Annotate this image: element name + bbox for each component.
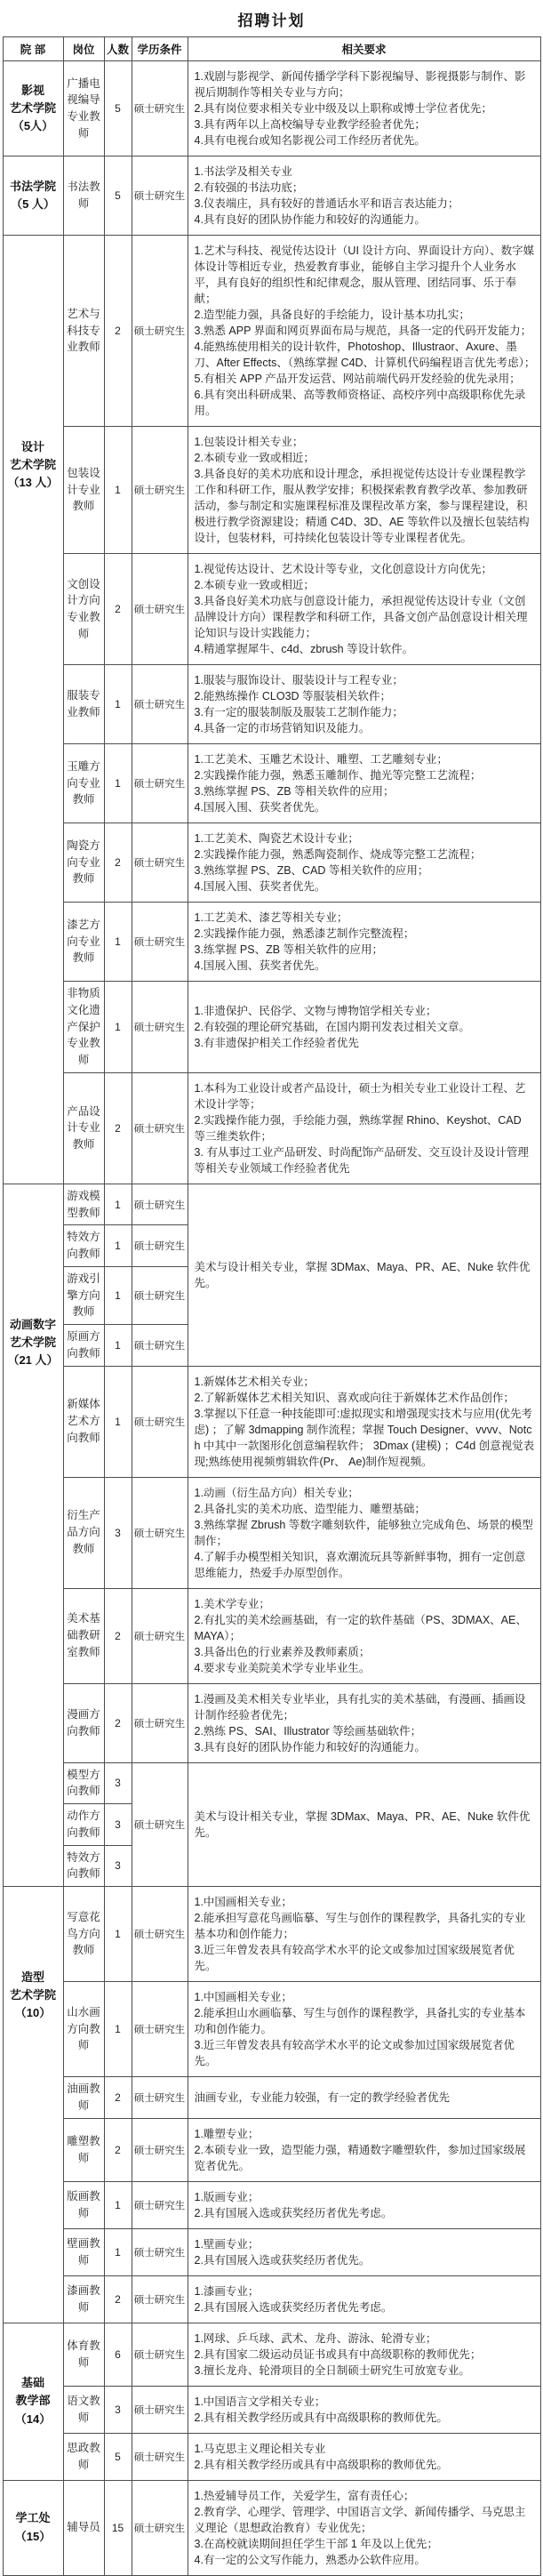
- requirement-item: 1.戏剧与影视学、新闻传播学学科下影视编导、影视摄影与制作、影视后期制作等相关专业与方向；: [194, 70, 526, 99]
- requirements-cell: [188, 1184, 540, 1366]
- count-cell: 2: [104, 2077, 132, 2119]
- department-name-line: 艺术学院: [9, 100, 56, 115]
- degree-cell: 硕士研究生: [132, 2386, 188, 2433]
- degree-cell: 硕士研究生: [132, 982, 188, 1073]
- department-name-line: 艺术学院: [9, 458, 56, 472]
- table-body: [3, 61, 540, 2576]
- position-cell: 动作方向教师: [63, 1804, 104, 1846]
- requirement-item: 1.雕塑专业；: [194, 2127, 260, 2140]
- count-cell: 1: [104, 744, 132, 823]
- requirement-item: 1.新媒体艺术相关专业；: [194, 1375, 315, 1388]
- department-cell: [3, 1887, 63, 2323]
- position-cell: 模型方向教师: [63, 1762, 104, 1804]
- count-cell: 3: [104, 1477, 132, 1588]
- table-row: [3, 903, 540, 982]
- requirement-item: 2.有较强的理论研究基础，在国内期刊发表过相关文章。: [194, 1020, 470, 1033]
- position-cell: 陶瓷方向专业教师: [63, 823, 104, 903]
- position-cell: 非物质文化遗产保护专业教师: [63, 982, 104, 1073]
- requirement-item: 5.有相关 APP 产品开发运营、网站前端代码开发经验的优先录用；: [194, 373, 521, 385]
- requirement-item: 4.有一定的公文写作能力，熟悉办公软件应用。: [194, 2553, 426, 2566]
- requirement-item: 3.近三年曾发表具有较高学术水平的论文或参加过国家级展览者优先。: [194, 2039, 515, 2067]
- requirement-item: 3.熟练掌握 PS、ZB 等相关软件的应用；: [194, 785, 395, 798]
- position-cell: 衍生产品方向教师: [63, 1477, 104, 1588]
- count-cell: 1: [104, 2181, 132, 2228]
- requirement-item: 1.网球、乒乓球、武术、龙舟、游泳、轮滑专业；: [194, 2331, 437, 2345]
- department-cell: [3, 2323, 63, 2480]
- requirements-cell: [188, 2386, 540, 2433]
- requirement-item: 2.实践操作能力强，熟悉漆艺制作完整流程；: [194, 927, 415, 940]
- requirement-item: 3.掌握以下任意一种技能即可:虚拟现实和增强现实技术与应用(优先考虑) ；了解 3dmapping 制作流程；掌握 Touch Designer、vvvv、Notch 中其中一款图形化创意编程软件； 3Dmax (建模) ；C4d 创意视觉表现;熟练使用视频剪辑软件(Pr、 Ae)制作短视频。: [194, 1407, 535, 1468]
- count-cell: 1: [104, 903, 132, 982]
- requirements-cell: [188, 2323, 540, 2386]
- requirements-cell: [188, 982, 540, 1073]
- degree-cell: 硕士研究生: [132, 61, 188, 156]
- count-cell: 3: [104, 1845, 132, 1887]
- column-header: 院 部: [3, 37, 63, 61]
- degree-cell: 硕士研究生: [132, 1762, 188, 1887]
- count-cell: 2: [104, 1683, 132, 1762]
- requirements-cell: [188, 1762, 540, 1887]
- requirement-item: 2.具有国展入选或获奖经历者优先。: [194, 2253, 371, 2267]
- position-cell: 游戏引擎方向教师: [63, 1266, 104, 1324]
- table-row: [3, 2275, 540, 2323]
- table-row: [3, 1184, 540, 1225]
- requirement-item: 2.能承担写意花鸟画临摹、写生与创作的课程教学，具备扎实的专业基本功和创作能力；: [194, 1912, 526, 1940]
- count-cell: 5: [104, 2433, 132, 2480]
- table-row: [3, 1982, 540, 2077]
- requirement-item: 2.具有国展入选或获奖经历者优先考虑。: [194, 2206, 393, 2219]
- degree-cell: 硕士研究生: [132, 554, 188, 665]
- requirement-item: 4.了解手办模型相关知识，喜欢潮流玩具等新鲜事物，拥有一定创意思维能力，热爱手办原型创作。: [194, 1550, 526, 1579]
- table-row: [3, 554, 540, 665]
- position-cell: 漫画方向教师: [63, 1683, 104, 1762]
- requirement-item: 1.工艺美术、陶瓷艺术设计专业；: [194, 832, 359, 845]
- count-cell: 1: [104, 1982, 132, 2077]
- department-name-line: 艺术学院: [9, 1988, 56, 2002]
- degree-cell: 硕士研究生: [132, 823, 188, 903]
- requirement-item: 1.美术学专业；: [194, 1597, 270, 1610]
- requirement-item: 2.本硕专业一致，造型能力强，精通数字雕塑软件，参加过国家级展览者优先。: [194, 2143, 526, 2172]
- department-name-line: （5人）: [12, 119, 54, 133]
- requirement-item: 3.有非遗保护相关工作经验者优先: [194, 1036, 359, 1049]
- count-cell: 2: [104, 554, 132, 665]
- department-name-line: 基础: [20, 2376, 44, 2390]
- requirement-item: 6.具有突出科研成果、高等教师资格证、高校序列中高级职称优先录用。: [194, 389, 526, 417]
- requirements-cell: [188, 823, 540, 903]
- position-cell: 原画方向教师: [63, 1325, 104, 1367]
- requirement-item: 3.在高校就读期间担任学生干部 1 年及以上优先；: [194, 2537, 438, 2550]
- position-cell: 漆画教师: [63, 2275, 104, 2323]
- requirement-item: 3.具备良好的美术功底和设计理念，承担视觉传达设计专业课程教学工作和科研工作，服从教学安排；积极探索教育教学改革、参加教研活动，参与制定和实施课程标准及课程改革方案，参与课程建设，积极进行教学资源建设；精通 C4D、3D、AE 等软件以及擅长包装结构设计，包装材料，可持续化包装设计等专业课程者优先。: [194, 468, 530, 544]
- requirements-cell: [188, 1683, 540, 1762]
- table-row: [3, 1366, 540, 1477]
- requirement-item: 3.熟练掌握 PS、ZB、CAD 等相关软件的应用；: [194, 864, 429, 877]
- requirement-item: 1.本科为工业设计或者产品设计，硕士为相关专业工业设计工程、艺术设计学等；: [194, 1081, 526, 1111]
- count-cell: 3: [104, 1762, 132, 1804]
- requirement-item: 3.具备良好美术功底与创意设计能力，承担视觉传达设计专业（文创品牌设计方向）课程教学和科研工作，具备文创产品创意设计相关理论知识与设计实践能力；: [194, 595, 528, 639]
- position-cell: 美术基础教研室教师: [63, 1588, 104, 1683]
- column-header: 学历条件: [132, 37, 188, 61]
- degree-cell: 硕士研究生: [132, 2118, 188, 2181]
- count-cell: 1: [104, 2228, 132, 2275]
- requirement-item: 3.有一定的服装制版及服装工艺制作能力；: [194, 706, 403, 718]
- table-row: [3, 2077, 540, 2119]
- requirement-item: 2.本硕专业一致或相近；: [194, 579, 315, 591]
- position-cell: 特效方向教师: [63, 1845, 104, 1887]
- requirements-cell: [188, 1477, 540, 1588]
- table-row: [3, 2433, 540, 2480]
- table-row: [3, 665, 540, 744]
- requirement-item: 美术与设计相关专业，掌握 3DMax、Maya、PR、AE、Nuke 软件优先。: [194, 1260, 531, 1289]
- table-row: [3, 744, 540, 823]
- requirement-item: 2.具备扎实的美术功底、造型能力、雕塑基础；: [194, 1502, 426, 1515]
- requirement-item: 3.练掌握 PS、ZB 等相关软件的应用；: [194, 943, 384, 956]
- count-cell: 5: [104, 61, 132, 156]
- degree-cell: 硕士研究生: [132, 1683, 188, 1762]
- requirement-item: 1.中国画相关专业；: [194, 1896, 292, 1908]
- degree-cell: 硕士研究生: [132, 2480, 188, 2575]
- requirement-item: 4.国展入围、获奖者优先。: [194, 801, 326, 814]
- count-cell: 1: [104, 427, 132, 554]
- position-cell: 漆艺方向专业教师: [63, 903, 104, 982]
- department-name-line: 艺术学院: [9, 1335, 56, 1349]
- count-cell: 3: [104, 2386, 132, 2433]
- requirement-item: 2.有扎实的美术绘画基础，有一定的软件基础（PS、3DMAX、AE、MAYA）；: [194, 1613, 527, 1642]
- table-row: [3, 156, 540, 236]
- requirement-item: 2.实践操作能力强，熟悉玉雕制作、抛光等完整工艺流程；: [194, 769, 482, 782]
- requirements-cell: [188, 2118, 540, 2181]
- table-row: [3, 2386, 540, 2433]
- requirement-item: 2.教育学、心理学、管理学、中国语言文学、新闻传播学、马克思主义理论（思想政治教育）专业优先；: [194, 2505, 526, 2534]
- requirement-item: 2.具有岗位要求相关专业中级及以上职称或博士学位者优先；: [194, 102, 492, 115]
- position-cell: 艺术与科技专业教师: [63, 236, 104, 427]
- requirement-item: 1.马克思主义理论相关专业: [194, 2442, 326, 2455]
- requirement-item: 4.国展入围、获奖者优先。: [194, 959, 326, 972]
- requirements-cell: [188, 2433, 540, 2480]
- department-name-line: （21 人）: [7, 1353, 59, 1368]
- degree-cell: 硕士研究生: [132, 427, 188, 554]
- requirement-item: 1.艺术与科技、视觉传达设计（UI 设计方向、界面设计方向）、数字媒体设计等相近专业，热爱教育事业，能够自主学习提升个人业务水平，具有良好的组织性和纪律观念，服从管理、团结同事、乐于奉献；: [194, 245, 535, 305]
- degree-cell: 硕士研究生: [132, 2275, 188, 2323]
- department-name-line: 影视: [20, 83, 44, 97]
- requirement-item: 2.能熟练操作 CLO3D 等服装相关软件；: [194, 690, 392, 702]
- page-title: 招聘计划: [237, 12, 306, 29]
- requirement-item: 4.具有良好的团队协作能力和较好的沟通能力。: [194, 213, 426, 226]
- count-cell: 1: [104, 1366, 132, 1477]
- table-row: [3, 1588, 540, 1683]
- requirement-item: 4.国展入围、获奖者优先。: [194, 880, 326, 893]
- requirement-item: 2.能承担山水画临摹、写生与创作的课程教学，具备扎实的专业基本功和创作能力。: [194, 2007, 526, 2035]
- department-name-line: 设计: [20, 440, 44, 453]
- requirement-item: 1.漆画专业；: [194, 2284, 260, 2298]
- table-row: [3, 2323, 540, 2386]
- degree-cell: 硕士研究生: [132, 744, 188, 823]
- requirement-item: 2.实践操作能力强，熟悉陶瓷制作、烧成等完整工艺流程；: [194, 848, 482, 861]
- requirement-item: 美术与设计相关专业，掌握 3DMax、Maya、PR、AE、Nuke 软件优先。: [194, 1810, 531, 1839]
- department-name-line: （13 人）: [7, 476, 59, 490]
- degree-cell: 硕士研究生: [132, 2181, 188, 2228]
- degree-cell: 硕士研究生: [132, 665, 188, 744]
- requirement-item: 1.非遗保护、民俗学、文物与博物馆学相关专业；: [194, 1004, 437, 1017]
- requirement-item: 2.造型能力强，具备良好的手绘能力，设计基本功扎实；: [194, 309, 470, 321]
- department-cell: [3, 236, 63, 1184]
- requirement-item: 1.热爱辅导员工作，关爱学生，富有责任心；: [194, 2489, 415, 2502]
- degree-cell: 硕士研究生: [132, 1184, 188, 1225]
- requirement-item: 4.能熟练使用相关的设计软件，Photoshop、Illustraor、Axure、墨刀、After Effects、（熟练掌握 C4D、计算机代码编程语言优先考虑）；: [194, 341, 536, 369]
- position-cell: 雕塑教师: [63, 2118, 104, 2181]
- requirement-item: 2.具有相关教学经历或具有中高级职称的教师优先。: [194, 2458, 448, 2471]
- position-cell: 壁画教师: [63, 2228, 104, 2275]
- requirement-item: 3.擅长龙舟、轮滑项目的全日制硕士研究生可放宽专业。: [194, 2363, 470, 2377]
- requirements-cell: [188, 665, 540, 744]
- count-cell: 3: [104, 1804, 132, 1846]
- department-name-line: （15）: [14, 2529, 52, 2543]
- position-cell: 辅导员: [63, 2480, 104, 2575]
- requirement-item: 1.版画专业；: [194, 2190, 260, 2203]
- position-cell: 思政教师: [63, 2433, 104, 2480]
- requirements-cell: [188, 2275, 540, 2323]
- requirement-item: 2.了解新媒体艺术相关知识、喜欢或向往于新媒体艺术作品创作；: [194, 1391, 515, 1404]
- table-row: [3, 982, 540, 1073]
- requirement-item: 1.视觉传达设计、艺术设计等专业，文化创意设计方向优先；: [194, 563, 492, 575]
- requirement-item: 3.熟练掌握 Zbrush 等数字雕刻软件，能够独立完成角色、场景的模型制作；: [194, 1518, 533, 1547]
- position-cell: 包装设计专业教师: [63, 427, 104, 554]
- department-name-line: 教学部: [15, 2394, 51, 2408]
- position-cell: 产品设计专业教师: [63, 1072, 104, 1184]
- department-name-line: （10）: [14, 2006, 52, 2020]
- position-cell: 服装专业教师: [63, 665, 104, 744]
- degree-cell: 硕士研究生: [132, 1072, 188, 1184]
- requirement-item: 3.仪表端庄，具有较好的普通话水平和语言表达能力；: [194, 197, 459, 210]
- requirement-item: 3.具有两年以上高校编导专业教学经验者优先；: [194, 118, 426, 131]
- table-row: [3, 2228, 540, 2275]
- document-page: [0, 8, 543, 2576]
- requirements-cell: [188, 2480, 540, 2575]
- degree-cell: 硕士研究生: [132, 1887, 188, 1982]
- header-row: [3, 37, 540, 61]
- requirement-item: 3.近三年曾发表具有较高学术水平的论文或参加过国家级展览者优先。: [194, 1944, 515, 1972]
- requirement-item: 1.包装设计相关专业；: [194, 436, 304, 448]
- table-row: [3, 823, 540, 903]
- count-cell: 2: [104, 823, 132, 903]
- position-cell: 语文教师: [63, 2386, 104, 2433]
- requirement-item: 3. 有从事过工业产品研发、时尚配饰产品研发、交互设计及设计管理等相关专业领域工作经验者优先: [194, 1145, 529, 1175]
- position-cell: 写意花鸟方向教师: [63, 1887, 104, 1982]
- requirements-cell: [188, 554, 540, 665]
- requirement-item: 2.实践操作能力强，手绘能力强，熟练掌握 Rhino、Keyshot、CAD 等三维类软件；: [194, 1113, 522, 1143]
- degree-cell: 硕士研究生: [132, 1225, 188, 1267]
- requirements-cell: [188, 2077, 540, 2119]
- requirement-item: 2.有较强的书法功底；: [194, 181, 304, 194]
- position-cell: 版画教师: [63, 2181, 104, 2228]
- requirement-item: 1.动画（衍生品方向）相关专业；: [194, 1486, 359, 1499]
- table-row: [3, 2118, 540, 2181]
- requirements-cell: [188, 1982, 540, 2077]
- requirement-item: 2.本硕专业一致或相近；: [194, 452, 315, 464]
- position-cell: 书法教师: [63, 156, 104, 236]
- recruitment-table: [3, 36, 541, 2576]
- table-row: [3, 2480, 540, 2575]
- requirements-cell: [188, 156, 540, 236]
- count-cell: 1: [104, 982, 132, 1073]
- department-cell: [3, 2480, 63, 2575]
- requirement-item: 4.具备一定的市场营销知识及能力。: [194, 722, 371, 734]
- count-cell: 2: [104, 1072, 132, 1184]
- department-cell: [3, 156, 63, 236]
- requirements-cell: [188, 1072, 540, 1184]
- requirement-item: 4.精通掌握犀牛、c4d、zbrush 等设计软件。: [194, 643, 414, 655]
- table-row: [3, 236, 540, 427]
- department-name-line: 学工处: [15, 2511, 51, 2525]
- requirements-cell: [188, 1588, 540, 1683]
- count-cell: 2: [104, 2118, 132, 2181]
- requirements-cell: [188, 2228, 540, 2275]
- requirement-item: 3.具有良好的团队协作能力和较好的沟通能力。: [194, 1740, 426, 1753]
- degree-cell: 硕士研究生: [132, 1266, 188, 1324]
- requirements-cell: [188, 1887, 540, 1982]
- count-cell: 1: [104, 1266, 132, 1324]
- requirement-item: 1.书法学及相关专业: [194, 165, 292, 178]
- requirements-cell: [188, 61, 540, 156]
- count-cell: 1: [104, 1325, 132, 1367]
- requirement-item: 1.服装与服饰设计、服装设计与工程专业；: [194, 674, 403, 686]
- requirement-item: 2.具有相关教学经历或具有中高级职称的教师优先。: [194, 2411, 448, 2424]
- table-row: [3, 1887, 540, 1982]
- position-cell: 新媒体艺术方向教师: [63, 1366, 104, 1477]
- requirements-cell: [188, 2181, 540, 2228]
- requirement-item: 1.工艺美术、漆艺等相关专业；: [194, 911, 348, 924]
- degree-cell: 硕士研究生: [132, 236, 188, 427]
- degree-cell: 硕士研究生: [132, 2433, 188, 2480]
- requirement-item: 1.工艺美术、玉雕艺术设计、雕塑、工艺雕刻专业；: [194, 753, 448, 766]
- degree-cell: 硕士研究生: [132, 1982, 188, 2077]
- degree-cell: 硕士研究生: [132, 2323, 188, 2386]
- count-cell: 1: [104, 1887, 132, 1982]
- department-name-line: （14）: [14, 2411, 52, 2426]
- requirement-item: 2.具有国展入选或获奖经历者优先考虑。: [194, 2300, 393, 2314]
- count-cell: 1: [104, 665, 132, 744]
- requirement-item: 2.具有国家二级运动员证书或具有中高级职称的教师优先；: [194, 2347, 482, 2361]
- column-header: 相关要求: [188, 37, 540, 61]
- requirements-cell: [188, 427, 540, 554]
- count-cell: 1: [104, 1225, 132, 1267]
- count-cell: 2: [104, 2275, 132, 2323]
- count-cell: 1: [104, 1184, 132, 1225]
- table-row: [3, 1683, 540, 1762]
- requirement-item: 4.要求专业美院美术学专业毕业生。: [194, 1661, 371, 1674]
- position-cell: 油画教师: [63, 2077, 104, 2119]
- column-header: 岗位: [63, 37, 104, 61]
- department-name-line: （5 人）: [11, 197, 55, 211]
- department-cell: [3, 61, 63, 156]
- table-row: [3, 1072, 540, 1184]
- table-row: [3, 427, 540, 554]
- position-cell: 山水画方向教师: [63, 1982, 104, 2077]
- requirement-item: 油画专业，专业能力较强，有一定的教学经验者优先: [194, 2090, 451, 2104]
- requirements-cell: [188, 744, 540, 823]
- table-row: [3, 61, 540, 156]
- requirements-cell: [188, 236, 540, 427]
- table-row: [3, 1762, 540, 1804]
- count-cell: 5: [104, 156, 132, 236]
- requirement-item: 1.壁画专业；: [194, 2237, 260, 2251]
- position-cell: 特效方向教师: [63, 1225, 104, 1267]
- requirements-cell: [188, 903, 540, 982]
- count-cell: 2: [104, 236, 132, 427]
- department-name-line: 造型: [20, 1970, 44, 1984]
- requirements-cell: [188, 1366, 540, 1477]
- department-cell: [3, 1184, 63, 1886]
- requirement-item: 1.中国画相关专业；: [194, 1991, 292, 2003]
- table-row: [3, 1477, 540, 1588]
- degree-cell: 硕士研究生: [132, 1366, 188, 1477]
- requirement-item: 3.熟悉 APP 界面和网页界面布局与规范，具备一定的代码开发能力；: [194, 325, 532, 337]
- position-cell: 文创设计方向专业教师: [63, 554, 104, 665]
- degree-cell: 硕士研究生: [132, 1325, 188, 1367]
- requirement-item: 2.熟练 PS、SAI、Illustrator 等绘画基础软件；: [194, 1724, 422, 1737]
- degree-cell: 硕士研究生: [132, 2077, 188, 2119]
- requirement-item: 1.中国语言文学相关专业；: [194, 2395, 326, 2408]
- degree-cell: 硕士研究生: [132, 2228, 188, 2275]
- position-cell: 游戏模型教师: [63, 1184, 104, 1225]
- department-name-line: 动画数字: [9, 1317, 56, 1331]
- count-cell: 15: [104, 2480, 132, 2575]
- column-header: 人数: [104, 37, 132, 61]
- position-cell: 体育教师: [63, 2323, 104, 2386]
- degree-cell: 硕士研究生: [132, 156, 188, 236]
- position-cell: 玉雕方向专业教师: [63, 744, 104, 823]
- count-cell: 6: [104, 2323, 132, 2386]
- table-row: [3, 2181, 540, 2228]
- requirement-item: 3.具备出色的行业素养及教师素质；: [194, 1645, 371, 1658]
- requirement-item: 1.漫画及美术相关专业毕业，具有扎实的美术基础，有漫画、插画设计制作经验者优先；: [194, 1692, 526, 1721]
- degree-cell: 硕士研究生: [132, 1588, 188, 1683]
- department-name-line: 书法学院: [9, 179, 56, 193]
- count-cell: 2: [104, 1588, 132, 1683]
- position-cell: 广播电视编导专业教师: [63, 61, 104, 156]
- degree-cell: 硕士研究生: [132, 1477, 188, 1588]
- degree-cell: 硕士研究生: [132, 903, 188, 982]
- requirement-item: 4.具有电视台或知名影视公司工作经历者优先。: [194, 134, 426, 147]
